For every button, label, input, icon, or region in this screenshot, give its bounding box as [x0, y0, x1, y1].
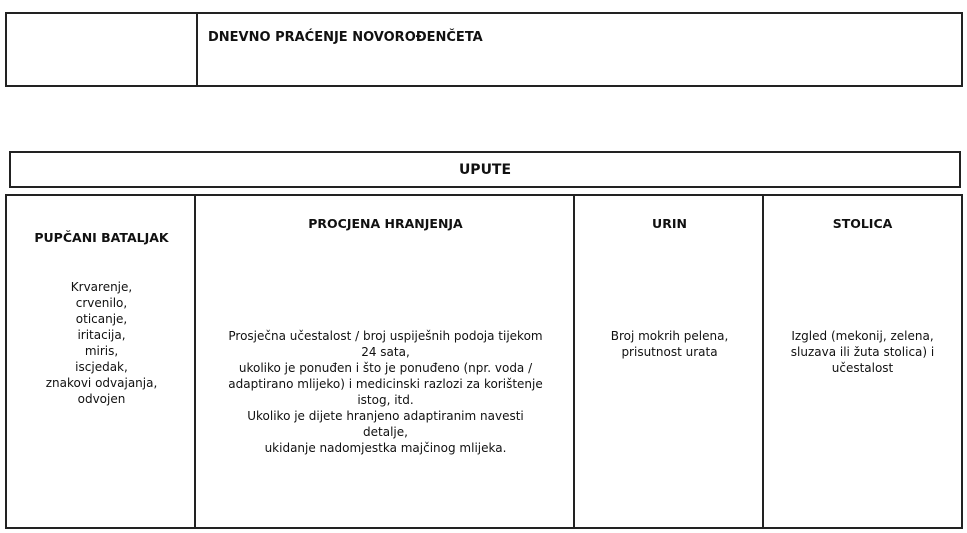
page-title: DNEVNO PRAĆENJE NOVOROĐENČETA: [208, 30, 483, 45]
text-line: detalje,: [363, 425, 408, 439]
text-line: istog, itd.: [357, 393, 414, 407]
text-line: crvenilo,: [75, 296, 128, 310]
column-heading: PUPČANI BATALJAK: [34, 230, 169, 245]
text-line: Izgled (mekonij, zelena,: [791, 329, 934, 343]
text-line: Krvarenje,: [70, 280, 133, 294]
column-feeding-assessment: [194, 196, 575, 527]
text-line: Broj mokrih pelena,: [610, 329, 729, 343]
header-box: [5, 12, 963, 87]
text-line: iritacija,: [77, 328, 126, 342]
instructions-title: UPUTE: [9, 151, 961, 188]
column-heading: PROCJENA HRANJENJA: [308, 216, 463, 231]
column-heading: STOLICA: [832, 216, 893, 231]
text-line: učestalost: [831, 361, 894, 375]
text-line: Ukoliko je dijete hranjeno adaptiranim navesti: [247, 409, 524, 423]
text-line: iscjedak,: [75, 360, 128, 374]
text-line: sluzava ili žuta stolica) i: [790, 345, 935, 359]
text-line: oticanje,: [75, 312, 128, 326]
column-text: [202, 328, 569, 456]
text-line: miris,: [84, 344, 119, 358]
column-urine: [573, 196, 764, 527]
text-line: prisutnost urata: [621, 345, 718, 359]
column-heading: URIN: [652, 216, 687, 231]
column-text: [13, 279, 190, 407]
text-line: 24 sata,: [361, 345, 410, 359]
text-line: Prosječna učestalost / broj uspiješnih podoja tijekom: [228, 329, 543, 343]
column-umbilical-stump: [7, 196, 196, 527]
column-text: [770, 328, 955, 376]
text-line: znakovi odvajanja,: [45, 376, 158, 390]
text-line: odvojen: [77, 392, 126, 406]
text-line: ukidanje nadomjestka majčinog mlijeka.: [264, 441, 507, 455]
text-line: adaptirano mlijeko) i medicinski razlozi za korištenje: [228, 377, 543, 391]
column-text: [581, 328, 758, 360]
header-divider: [196, 14, 198, 85]
column-stool: [762, 196, 961, 527]
instructions-table: [5, 194, 963, 529]
text-line: ukoliko je ponuđen i što je ponuđeno (npr. voda /: [238, 361, 533, 375]
